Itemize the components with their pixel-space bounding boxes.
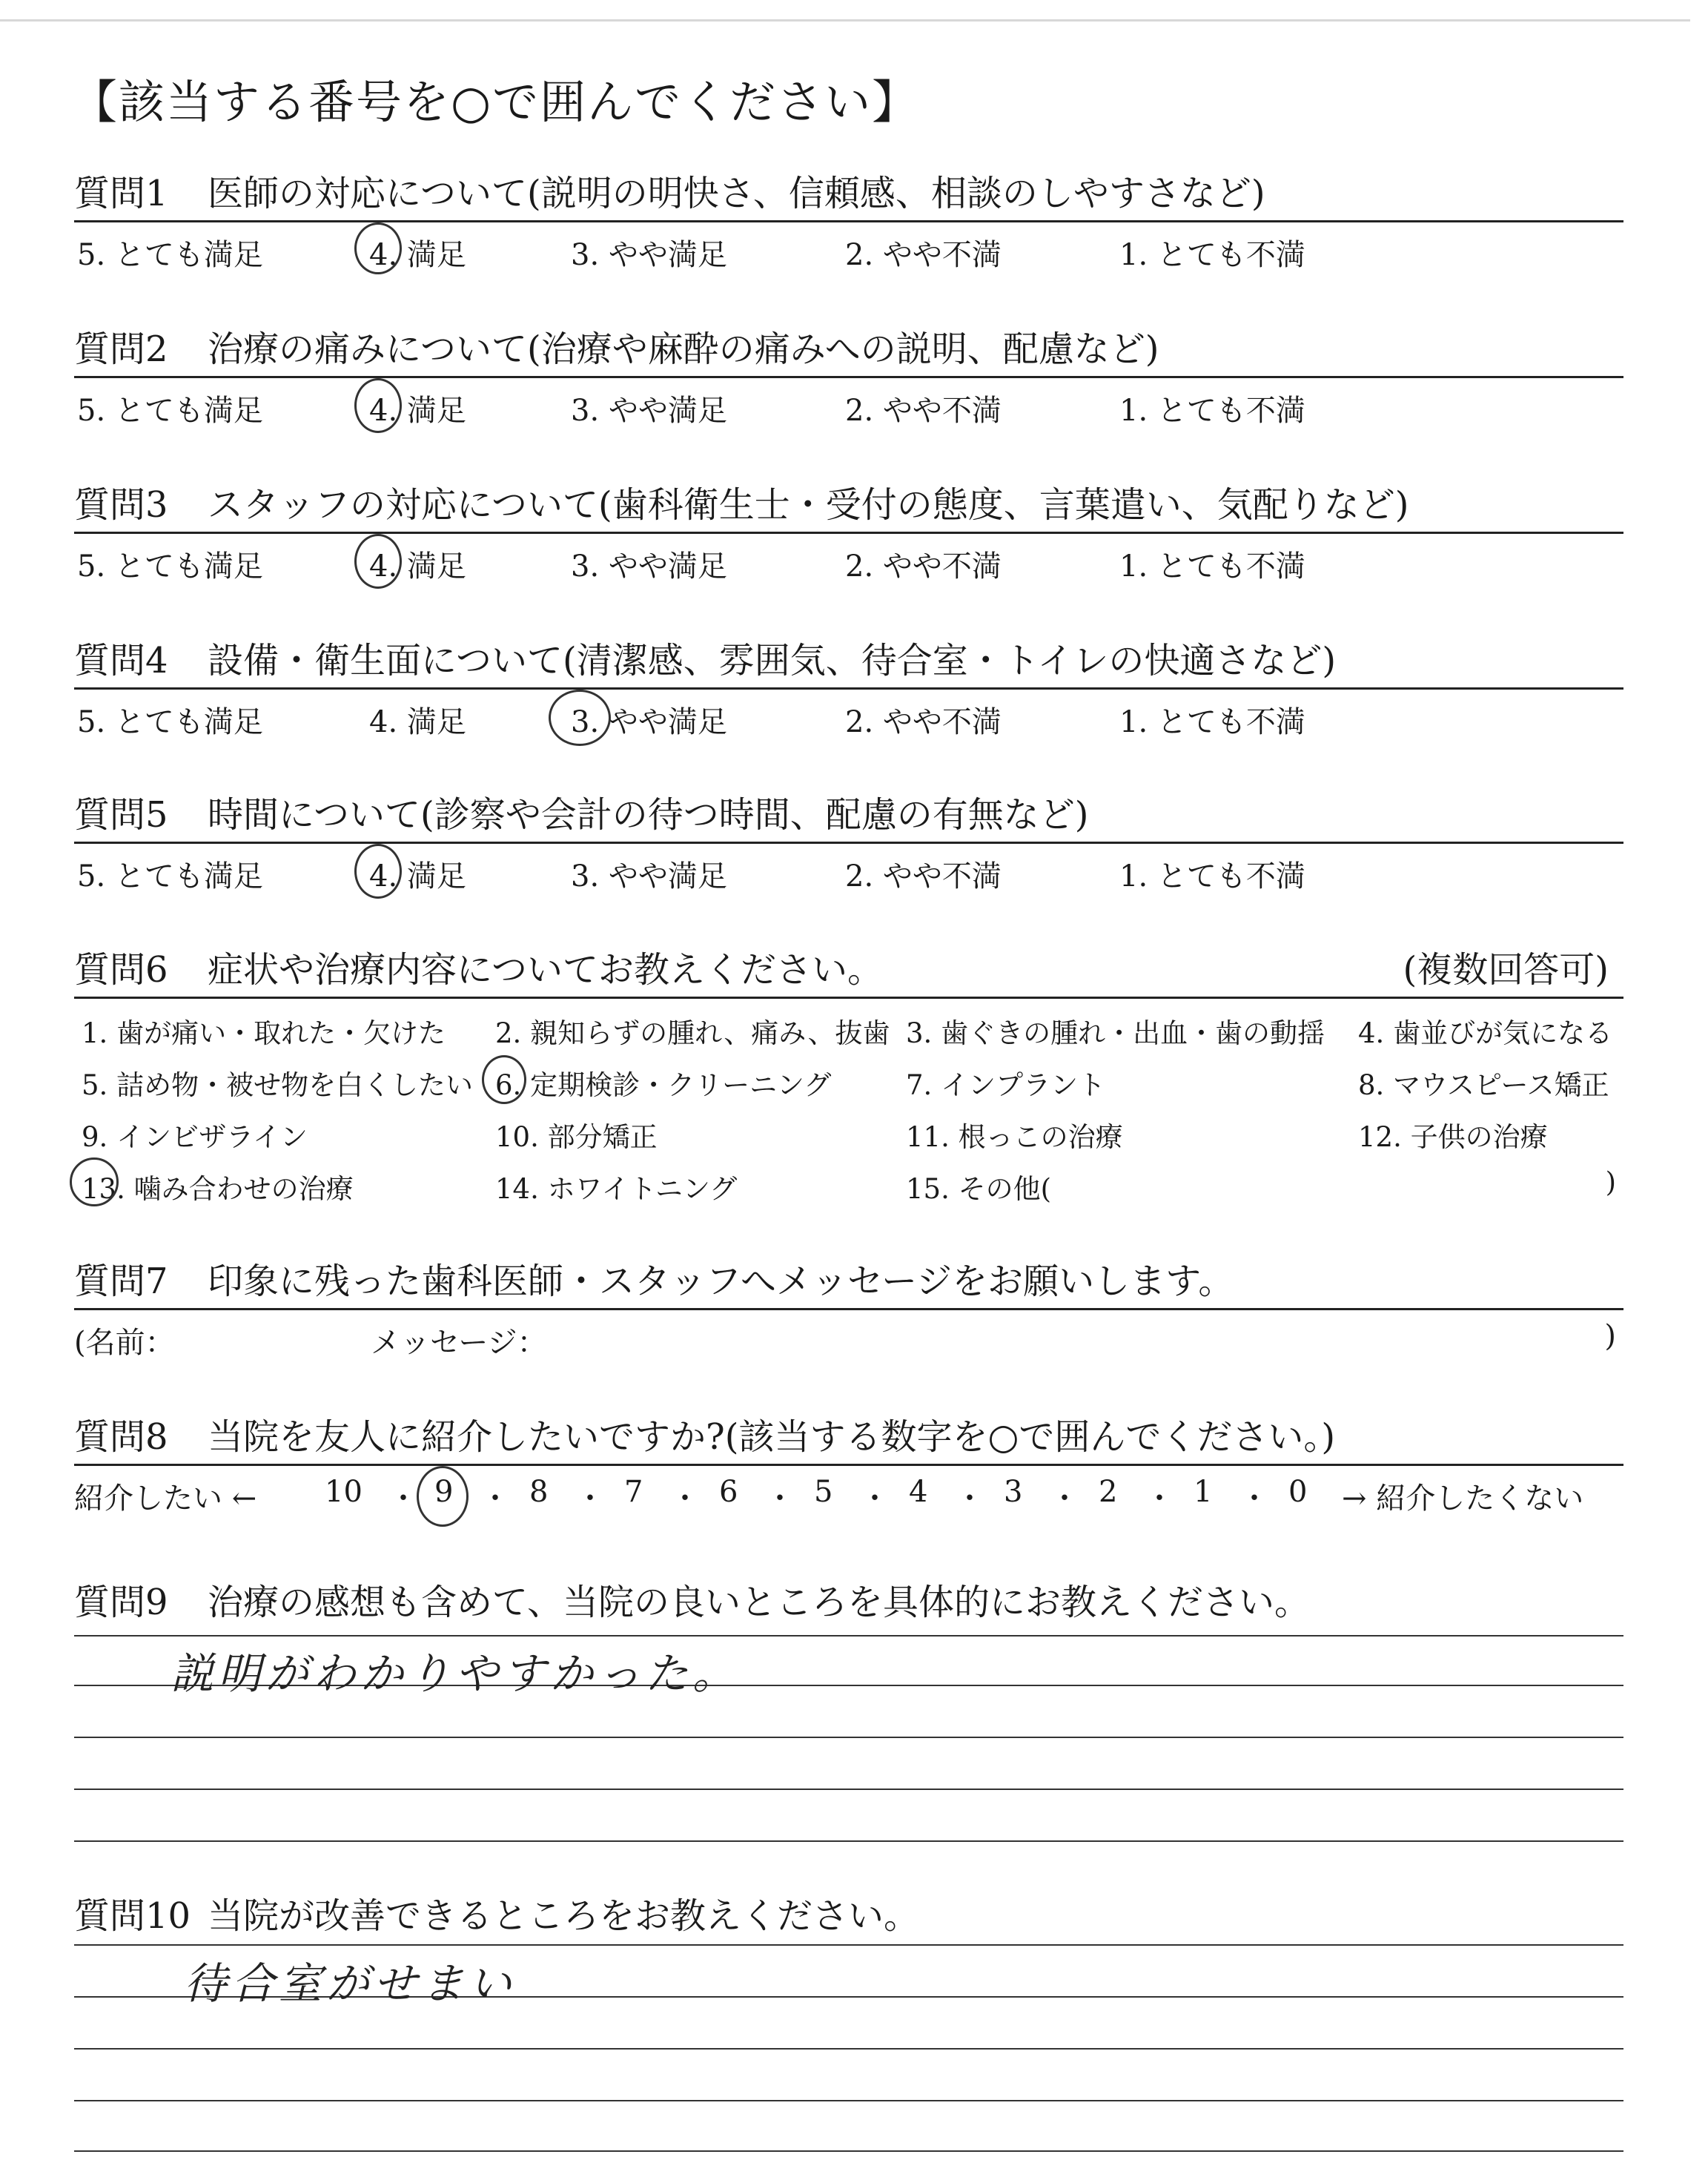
question-number: 質問8 — [74, 1416, 168, 1458]
scale-left-label: 紹介したい ← — [74, 1482, 257, 1516]
selection-circle — [482, 1055, 526, 1104]
scale-dot: ・ — [1145, 1482, 1174, 1516]
question-8 — [74, 1410, 1623, 1518]
question-number: 質問7 — [74, 1261, 168, 1302]
symptom-option-12[interactable]: 12. 子供の治療 — [1358, 1121, 1548, 1153]
option-5[interactable]: 5. とても満足 — [77, 549, 263, 584]
question-text: 医師の対応について(説明の明快さ、信頼感、相談のしやすさなど) — [208, 173, 1265, 214]
symptom-option-6[interactable]: 6. 定期検診・クリーニング — [495, 1069, 832, 1101]
question-text: 設備・衛生面について(清潔感、雰囲気、待合室・トイレの快適さなど) — [208, 640, 1337, 681]
question-number: 質問6 — [74, 949, 168, 991]
symptom-option-7[interactable]: 7. インプラント — [906, 1069, 1106, 1101]
writing-line — [74, 2100, 1623, 2101]
option-4[interactable]: 4. 満足 — [369, 394, 466, 428]
selection-circle — [417, 1466, 469, 1527]
question-text: 時間について(診察や会計の待つ時間、配慮の有無など) — [208, 794, 1089, 836]
symptom-option-11[interactable]: 11. 根っこの治療 — [906, 1121, 1123, 1153]
selection-circle — [354, 844, 402, 899]
option-2[interactable]: 2. やや不満 — [845, 394, 1002, 428]
option-4[interactable]: 4. 満足 — [369, 549, 466, 584]
scale-5[interactable]: 5 — [814, 1475, 833, 1509]
message-close-paren: ) — [1604, 1319, 1616, 1353]
selection-circle — [549, 690, 611, 746]
question-number: 質問5 — [74, 794, 168, 836]
symptom-option-2[interactable]: 2. 親知らずの腫れ、痛み、抜歯 — [495, 1017, 890, 1049]
scale-4[interactable]: 4 — [909, 1475, 928, 1509]
name-label: (名前： — [74, 1326, 175, 1360]
option-5[interactable]: 5. とても満足 — [77, 705, 263, 739]
recommend-scale — [74, 1466, 1623, 1518]
question-text: 治療の感想も含めて、当院の良いところを具体的にお教えください。 — [208, 1582, 1311, 1623]
question-2 — [74, 323, 1623, 430]
option-2[interactable]: 2. やや不満 — [845, 238, 1002, 272]
scale-0[interactable]: 0 — [1288, 1475, 1308, 1509]
scale-dot: ・ — [955, 1482, 984, 1516]
scale-dot: ・ — [575, 1482, 605, 1516]
scale-6[interactable]: 6 — [719, 1475, 738, 1509]
rating-options — [74, 534, 1623, 586]
rating-options — [74, 378, 1623, 430]
question-text: 当院が改善できるところをお教えください。 — [208, 1895, 920, 1937]
multiple-answers-note: (複数回答可) — [1403, 949, 1609, 991]
option-4[interactable]: 4. 満足 — [369, 705, 466, 739]
option-1[interactable]: 1. とても不満 — [1119, 859, 1305, 894]
message-label: メッセージ： — [371, 1326, 547, 1360]
option-5[interactable]: 5. とても満足 — [77, 238, 263, 272]
option-3[interactable]: 3. やや満足 — [571, 238, 727, 272]
handwritten-answer[interactable]: 待合室がせまい — [184, 1958, 517, 2009]
scale-2[interactable]: 2 — [1099, 1475, 1118, 1509]
scale-7[interactable]: 7 — [624, 1475, 643, 1509]
option-1[interactable]: 1. とても不満 — [1119, 705, 1305, 739]
question-number: 質問3 — [74, 484, 168, 526]
question-text: スタッフの対応について(歯科衛生士・受付の態度、言葉遣い、気配りなど) — [208, 484, 1409, 526]
option-1[interactable]: 1. とても不満 — [1119, 394, 1305, 428]
question-number: 質問2 — [74, 328, 168, 370]
question-number: 質問9 — [74, 1582, 168, 1623]
symptom-option-14[interactable]: 14. ホワイトニング — [495, 1173, 738, 1205]
scale-3[interactable]: 3 — [1004, 1475, 1023, 1509]
option-4[interactable]: 4. 満足 — [369, 859, 466, 894]
writing-line — [74, 2150, 1623, 2152]
form-header: 【該当する番号を○で囲んでください】 — [71, 75, 920, 129]
question-7 — [74, 1255, 1623, 1362]
question-text: 当院を友人に紹介したいですか?(該当する数字を○で囲んでください。) — [208, 1416, 1336, 1458]
symptom-options — [74, 999, 1623, 1214]
symptom-option-8[interactable]: 8. マウスピース矯正 — [1358, 1069, 1609, 1101]
symptom-option-1[interactable]: 1. 歯が痛い・取れた・欠けた — [82, 1017, 446, 1049]
selection-circle — [70, 1157, 119, 1206]
question-10 — [74, 1889, 1623, 1943]
writing-line — [74, 1840, 1623, 1842]
option-5[interactable]: 5. とても満足 — [77, 859, 263, 894]
option-2[interactable]: 2. やや不満 — [845, 549, 1002, 584]
scale-dot: ・ — [388, 1482, 418, 1516]
symptom-option-5[interactable]: 5. 詰め物・被せ物を白くしたい — [82, 1069, 474, 1101]
scale-dot: ・ — [765, 1482, 795, 1516]
writing-line — [74, 1944, 1623, 1946]
rating-options — [74, 222, 1623, 274]
scale-10[interactable]: 10 — [325, 1475, 363, 1509]
option-5[interactable]: 5. とても満足 — [77, 394, 263, 428]
scale-1[interactable]: 1 — [1194, 1475, 1213, 1509]
option-3[interactable]: 3. やや満足 — [571, 705, 727, 739]
scale-dot: ・ — [1050, 1482, 1079, 1516]
question-number: 質問1 — [74, 173, 168, 214]
symptom-option-13[interactable]: 13. 噛み合わせの治療 — [82, 1173, 354, 1205]
scale-dot: ・ — [1239, 1482, 1269, 1516]
question-6 — [74, 943, 1623, 1214]
handwritten-answer[interactable]: 説明がわかりやすかった。 — [171, 1648, 741, 1699]
scale-9[interactable]: 9 — [434, 1475, 454, 1509]
symptom-option-9[interactable]: 9. インビザライン — [82, 1121, 308, 1153]
rating-options — [74, 690, 1623, 742]
selection-circle — [354, 534, 402, 589]
symptom-option-3[interactable]: 3. 歯ぐきの腫れ・出血・歯の動揺 — [906, 1017, 1325, 1049]
option-2[interactable]: 2. やや不満 — [845, 705, 1002, 739]
option-3[interactable]: 3. やや満足 — [571, 394, 727, 428]
question-4 — [74, 634, 1623, 742]
scale-dot: ・ — [860, 1482, 890, 1516]
option-2[interactable]: 2. やや不満 — [845, 859, 1002, 894]
scale-8[interactable]: 8 — [529, 1475, 549, 1509]
selection-circle — [354, 378, 402, 433]
scale-dot: ・ — [480, 1482, 510, 1516]
scale-right-label: → 紹介したくない — [1342, 1482, 1584, 1516]
scan-edge-line — [0, 19, 1690, 22]
selection-circle — [354, 222, 402, 274]
writing-line — [74, 2048, 1623, 2050]
scale-dot: ・ — [670, 1482, 700, 1516]
symptom-option-10[interactable]: 10. 部分矯正 — [495, 1121, 658, 1153]
question-1 — [74, 167, 1623, 274]
question-5 — [74, 788, 1623, 896]
option-3[interactable]: 3. やや満足 — [571, 549, 727, 584]
writing-line — [74, 1635, 1623, 1636]
question-text: 症状や治療内容についてお教えください。 — [208, 949, 884, 991]
symptom-option-15[interactable]: 15. その他( — [906, 1173, 1052, 1205]
option-3[interactable]: 3. やや満足 — [571, 859, 727, 894]
option-1[interactable]: 1. とても不満 — [1119, 238, 1305, 272]
message-field[interactable] — [74, 1310, 1623, 1362]
question-3 — [74, 478, 1623, 586]
other-close-paren: ) — [1605, 1166, 1616, 1198]
question-number: 質問4 — [74, 640, 168, 681]
question-text: 治療の痛みについて(治療や麻酔の痛みへの説明、配慮など) — [208, 328, 1159, 370]
writing-line — [74, 1789, 1623, 1790]
question-9 — [74, 1576, 1623, 1629]
question-text: 印象に残った歯科医師・スタッフへメッセージをお願いします。 — [208, 1261, 1234, 1302]
rating-options — [74, 844, 1623, 896]
option-1[interactable]: 1. とても不満 — [1119, 549, 1305, 584]
writing-line — [74, 1737, 1623, 1738]
question-number: 質問10 — [74, 1895, 191, 1937]
symptom-option-4[interactable]: 4. 歯並びが気になる — [1358, 1017, 1613, 1049]
option-4[interactable]: 4. 満足 — [369, 238, 466, 272]
